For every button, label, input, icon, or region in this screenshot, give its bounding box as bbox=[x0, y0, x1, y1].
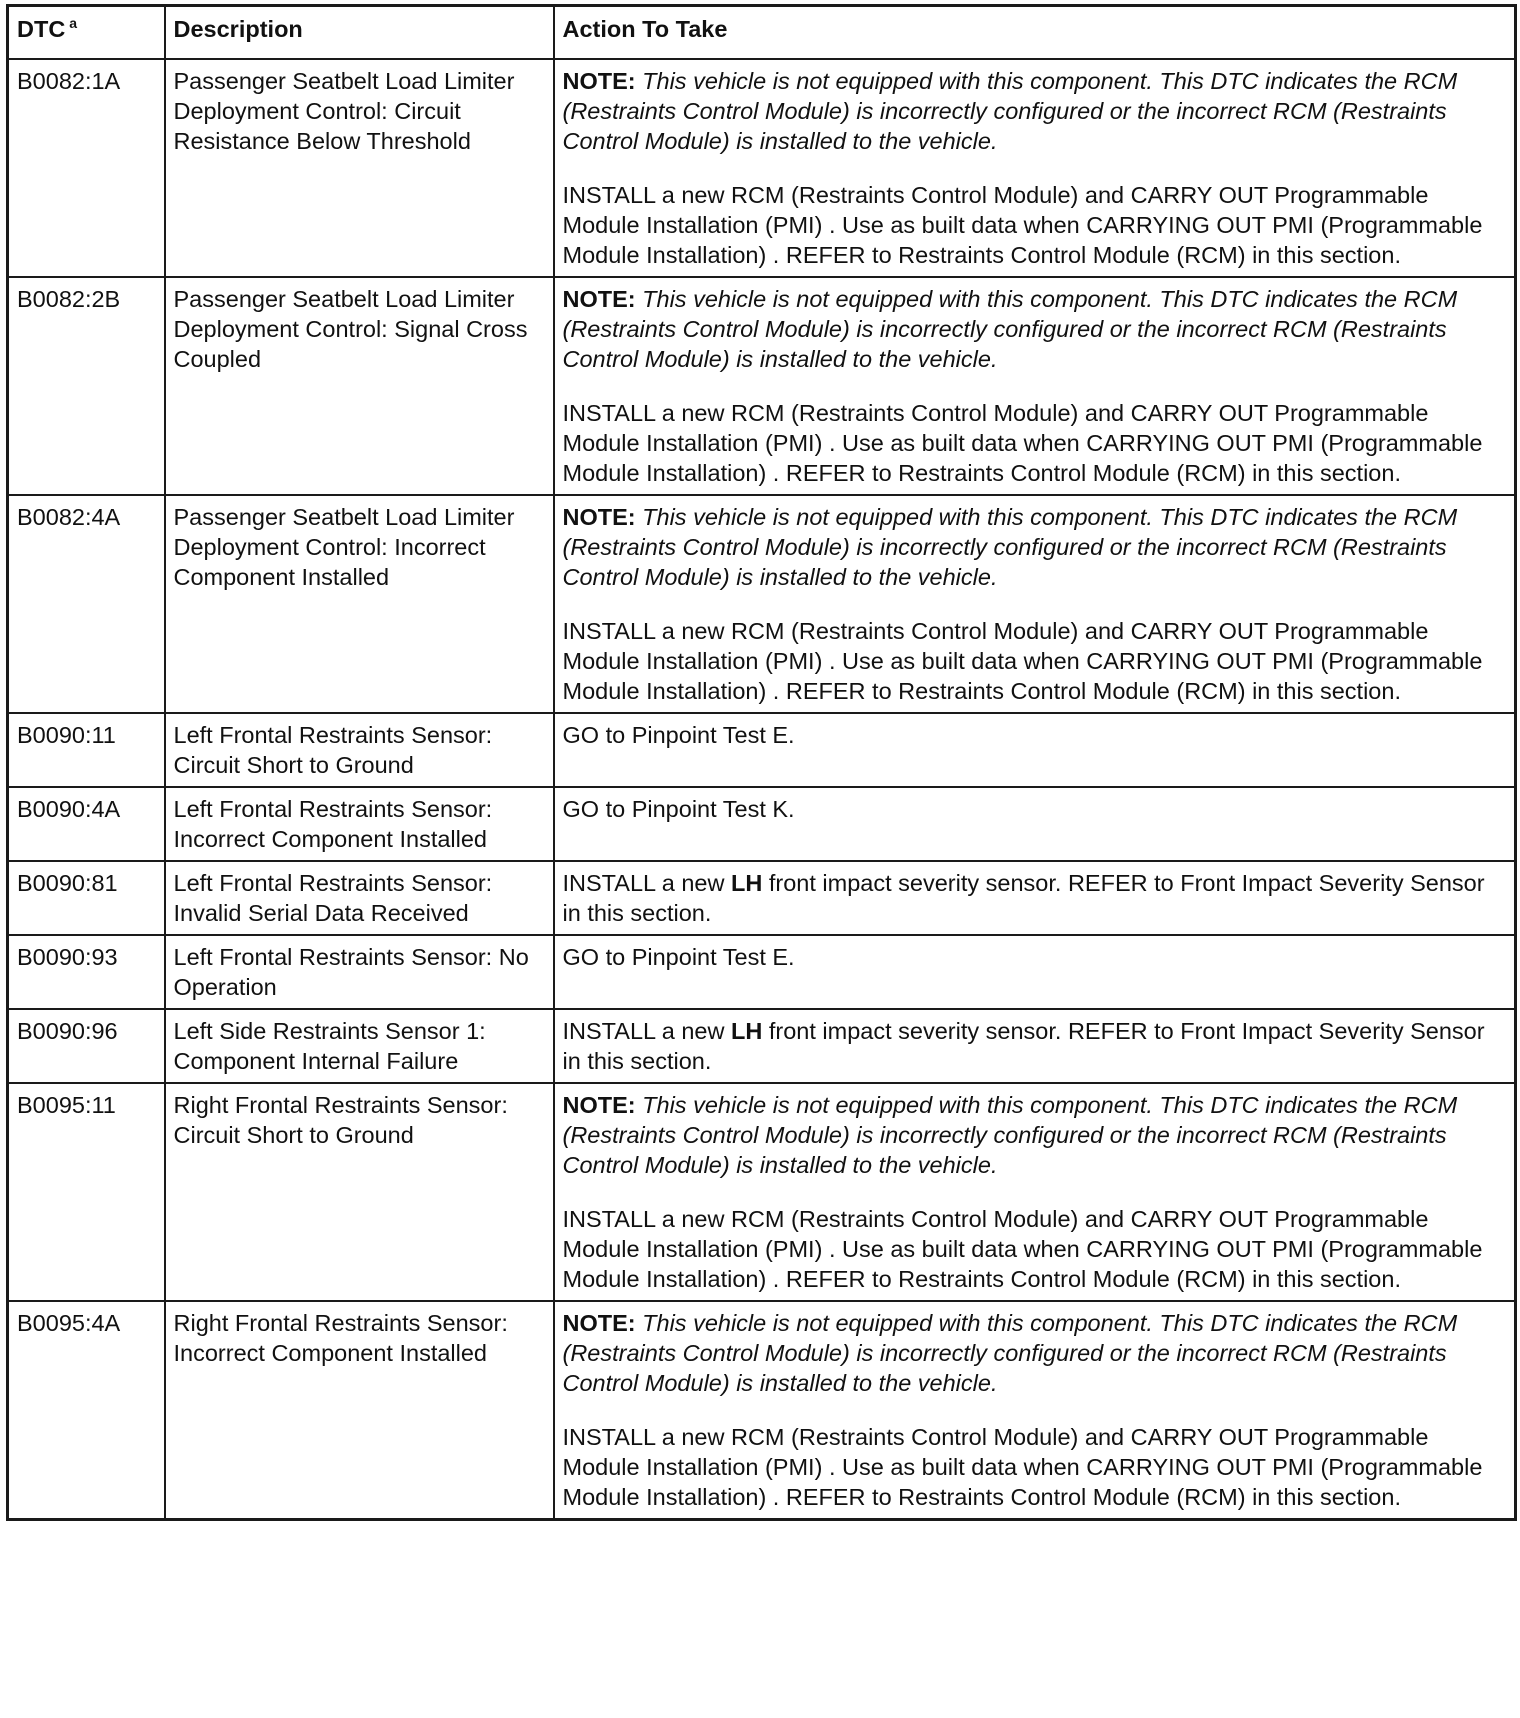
action-text: INSTALL a new RCM (Restraints Control Module) and CARRY OUT Programmable Module Installation (PMI) . Use as built data when CARRYING OUT PMI (Programmable Module Installation) . REFER to Restraints Control Module (RCM) in this section. bbox=[562, 182, 1483, 268]
action-cell bbox=[554, 861, 1516, 935]
action-text: INSTALL a new RCM (Restraints Control Module) and CARRY OUT Programmable Module Installation (PMI) . Use as built data when CARRYING OUT PMI (Programmable Module Installation) . REFER to Restraints Control Module (RCM) in this section. bbox=[562, 1424, 1483, 1510]
dtc-description: Left Frontal Restraints Sensor: Invalid Serial Data Received bbox=[165, 861, 554, 935]
header-row bbox=[8, 6, 1516, 60]
action-text: GO to Pinpoint Test E. bbox=[554, 713, 1516, 787]
note-text: This vehicle is not equipped with this component. This DTC indicates the RCM (Restraints Control Module) is incorrectly configured or the incorrect RCM (Restraints Control Module) is installed to the vehicle. bbox=[562, 286, 1458, 372]
action-text-pre: INSTALL a new bbox=[562, 1018, 731, 1044]
dtc-code: B0090:4A bbox=[8, 787, 165, 861]
action-cell bbox=[554, 495, 1516, 713]
table-row bbox=[8, 1083, 1516, 1301]
note-text: This vehicle is not equipped with this component. This DTC indicates the RCM (Restraints Control Module) is incorrectly configured or the incorrect RCM (Restraints Control Module) is installed to the vehicle. bbox=[562, 1092, 1458, 1178]
dtc-table bbox=[6, 4, 1517, 1521]
table-row bbox=[8, 713, 1516, 787]
dtc-description: Passenger Seatbelt Load Limiter Deployment Control: Incorrect Component Installed bbox=[165, 495, 554, 713]
dtc-description: Right Frontal Restraints Sensor: Circuit Short to Ground bbox=[165, 1083, 554, 1301]
dtc-description: Passenger Seatbelt Load Limiter Deployment Control: Signal Cross Coupled bbox=[165, 277, 554, 495]
dtc-code: B0090:11 bbox=[8, 713, 165, 787]
action-cell bbox=[554, 1083, 1516, 1301]
table-row bbox=[8, 787, 1516, 861]
action-text-bold: LH bbox=[731, 870, 763, 896]
note-label: NOTE: bbox=[562, 1092, 636, 1118]
dtc-description: Left Frontal Restraints Sensor: Circuit Short to Ground bbox=[165, 713, 554, 787]
note-label: NOTE: bbox=[562, 504, 636, 530]
action-cell bbox=[554, 277, 1516, 495]
note-text: This vehicle is not equipped with this component. This DTC indicates the RCM (Restraints Control Module) is incorrectly configured or the incorrect RCM (Restraints Control Module) is installed to the vehicle. bbox=[562, 504, 1458, 590]
dtc-code: B0095:4A bbox=[8, 1301, 165, 1520]
note-label: NOTE: bbox=[562, 68, 636, 94]
note-paragraph bbox=[563, 66, 1507, 156]
dtc-code: B0095:11 bbox=[8, 1083, 165, 1301]
dtc-code: B0090:93 bbox=[8, 935, 165, 1009]
note-label: NOTE: bbox=[562, 1310, 636, 1336]
dtc-code: B0090:81 bbox=[8, 861, 165, 935]
action-text: GO to Pinpoint Test E. bbox=[554, 935, 1516, 1009]
dtc-code: B0082:4A bbox=[8, 495, 165, 713]
action-text-post: front impact severity sensor. REFER to Front Impact Severity Sensor in this section. bbox=[562, 870, 1485, 926]
table-row bbox=[8, 277, 1516, 495]
table-row bbox=[8, 861, 1516, 935]
dtc-description: Left Side Restraints Sensor 1: Component Internal Failure bbox=[165, 1009, 554, 1083]
table-row bbox=[8, 495, 1516, 713]
action-text-post: front impact severity sensor. REFER to Front Impact Severity Sensor in this section. bbox=[562, 1018, 1485, 1074]
dtc-code: B0082:1A bbox=[8, 59, 165, 277]
action-cell bbox=[554, 1301, 1516, 1520]
table-row bbox=[8, 1009, 1516, 1083]
note-label: NOTE: bbox=[562, 286, 636, 312]
header-dtc-label: DTC bbox=[17, 16, 66, 42]
note-paragraph bbox=[563, 284, 1507, 374]
table-row bbox=[8, 1301, 1516, 1520]
dtc-description: Left Frontal Restraints Sensor: Incorrect Component Installed bbox=[165, 787, 554, 861]
action-text-pre: INSTALL a new bbox=[562, 870, 731, 896]
table-row bbox=[8, 935, 1516, 1009]
action-cell bbox=[554, 1009, 1516, 1083]
action-text: INSTALL a new RCM (Restraints Control Module) and CARRY OUT Programmable Module Installation (PMI) . Use as built data when CARRYING OUT PMI (Programmable Module Installation) . REFER to Restraints Control Module (RCM) in this section. bbox=[562, 618, 1483, 704]
header-description: Description bbox=[165, 6, 554, 60]
header-dtc bbox=[8, 6, 165, 60]
action-text: INSTALL a new RCM (Restraints Control Module) and CARRY OUT Programmable Module Installation (PMI) . Use as built data when CARRYING OUT PMI (Programmable Module Installation) . REFER to Restraints Control Module (RCM) in this section. bbox=[562, 1206, 1483, 1292]
dtc-code: B0082:2B bbox=[8, 277, 165, 495]
action-text-bold: LH bbox=[731, 1018, 763, 1044]
header-action: Action To Take bbox=[554, 6, 1516, 60]
note-paragraph bbox=[563, 1090, 1507, 1180]
note-paragraph bbox=[563, 1308, 1507, 1398]
action-cell bbox=[554, 59, 1516, 277]
note-text: This vehicle is not equipped with this component. This DTC indicates the RCM (Restraints Control Module) is incorrectly configured or the incorrect RCM (Restraints Control Module) is installed to the vehicle. bbox=[562, 1310, 1458, 1396]
table-row bbox=[8, 59, 1516, 277]
note-paragraph bbox=[563, 502, 1507, 592]
footnote-marker: a bbox=[69, 15, 78, 32]
note-text: This vehicle is not equipped with this component. This DTC indicates the RCM (Restraints Control Module) is incorrectly configured or the incorrect RCM (Restraints Control Module) is installed to the vehicle. bbox=[562, 68, 1458, 154]
action-text: INSTALL a new RCM (Restraints Control Module) and CARRY OUT Programmable Module Installation (PMI) . Use as built data when CARRYING OUT PMI (Programmable Module Installation) . REFER to Restraints Control Module (RCM) in this section. bbox=[562, 400, 1483, 486]
dtc-description: Left Frontal Restraints Sensor: No Operation bbox=[165, 935, 554, 1009]
dtc-code: B0090:96 bbox=[8, 1009, 165, 1083]
dtc-description: Passenger Seatbelt Load Limiter Deployment Control: Circuit Resistance Below Threshold bbox=[165, 59, 554, 277]
action-text: GO to Pinpoint Test K. bbox=[554, 787, 1516, 861]
dtc-description: Right Frontal Restraints Sensor: Incorrect Component Installed bbox=[165, 1301, 554, 1520]
